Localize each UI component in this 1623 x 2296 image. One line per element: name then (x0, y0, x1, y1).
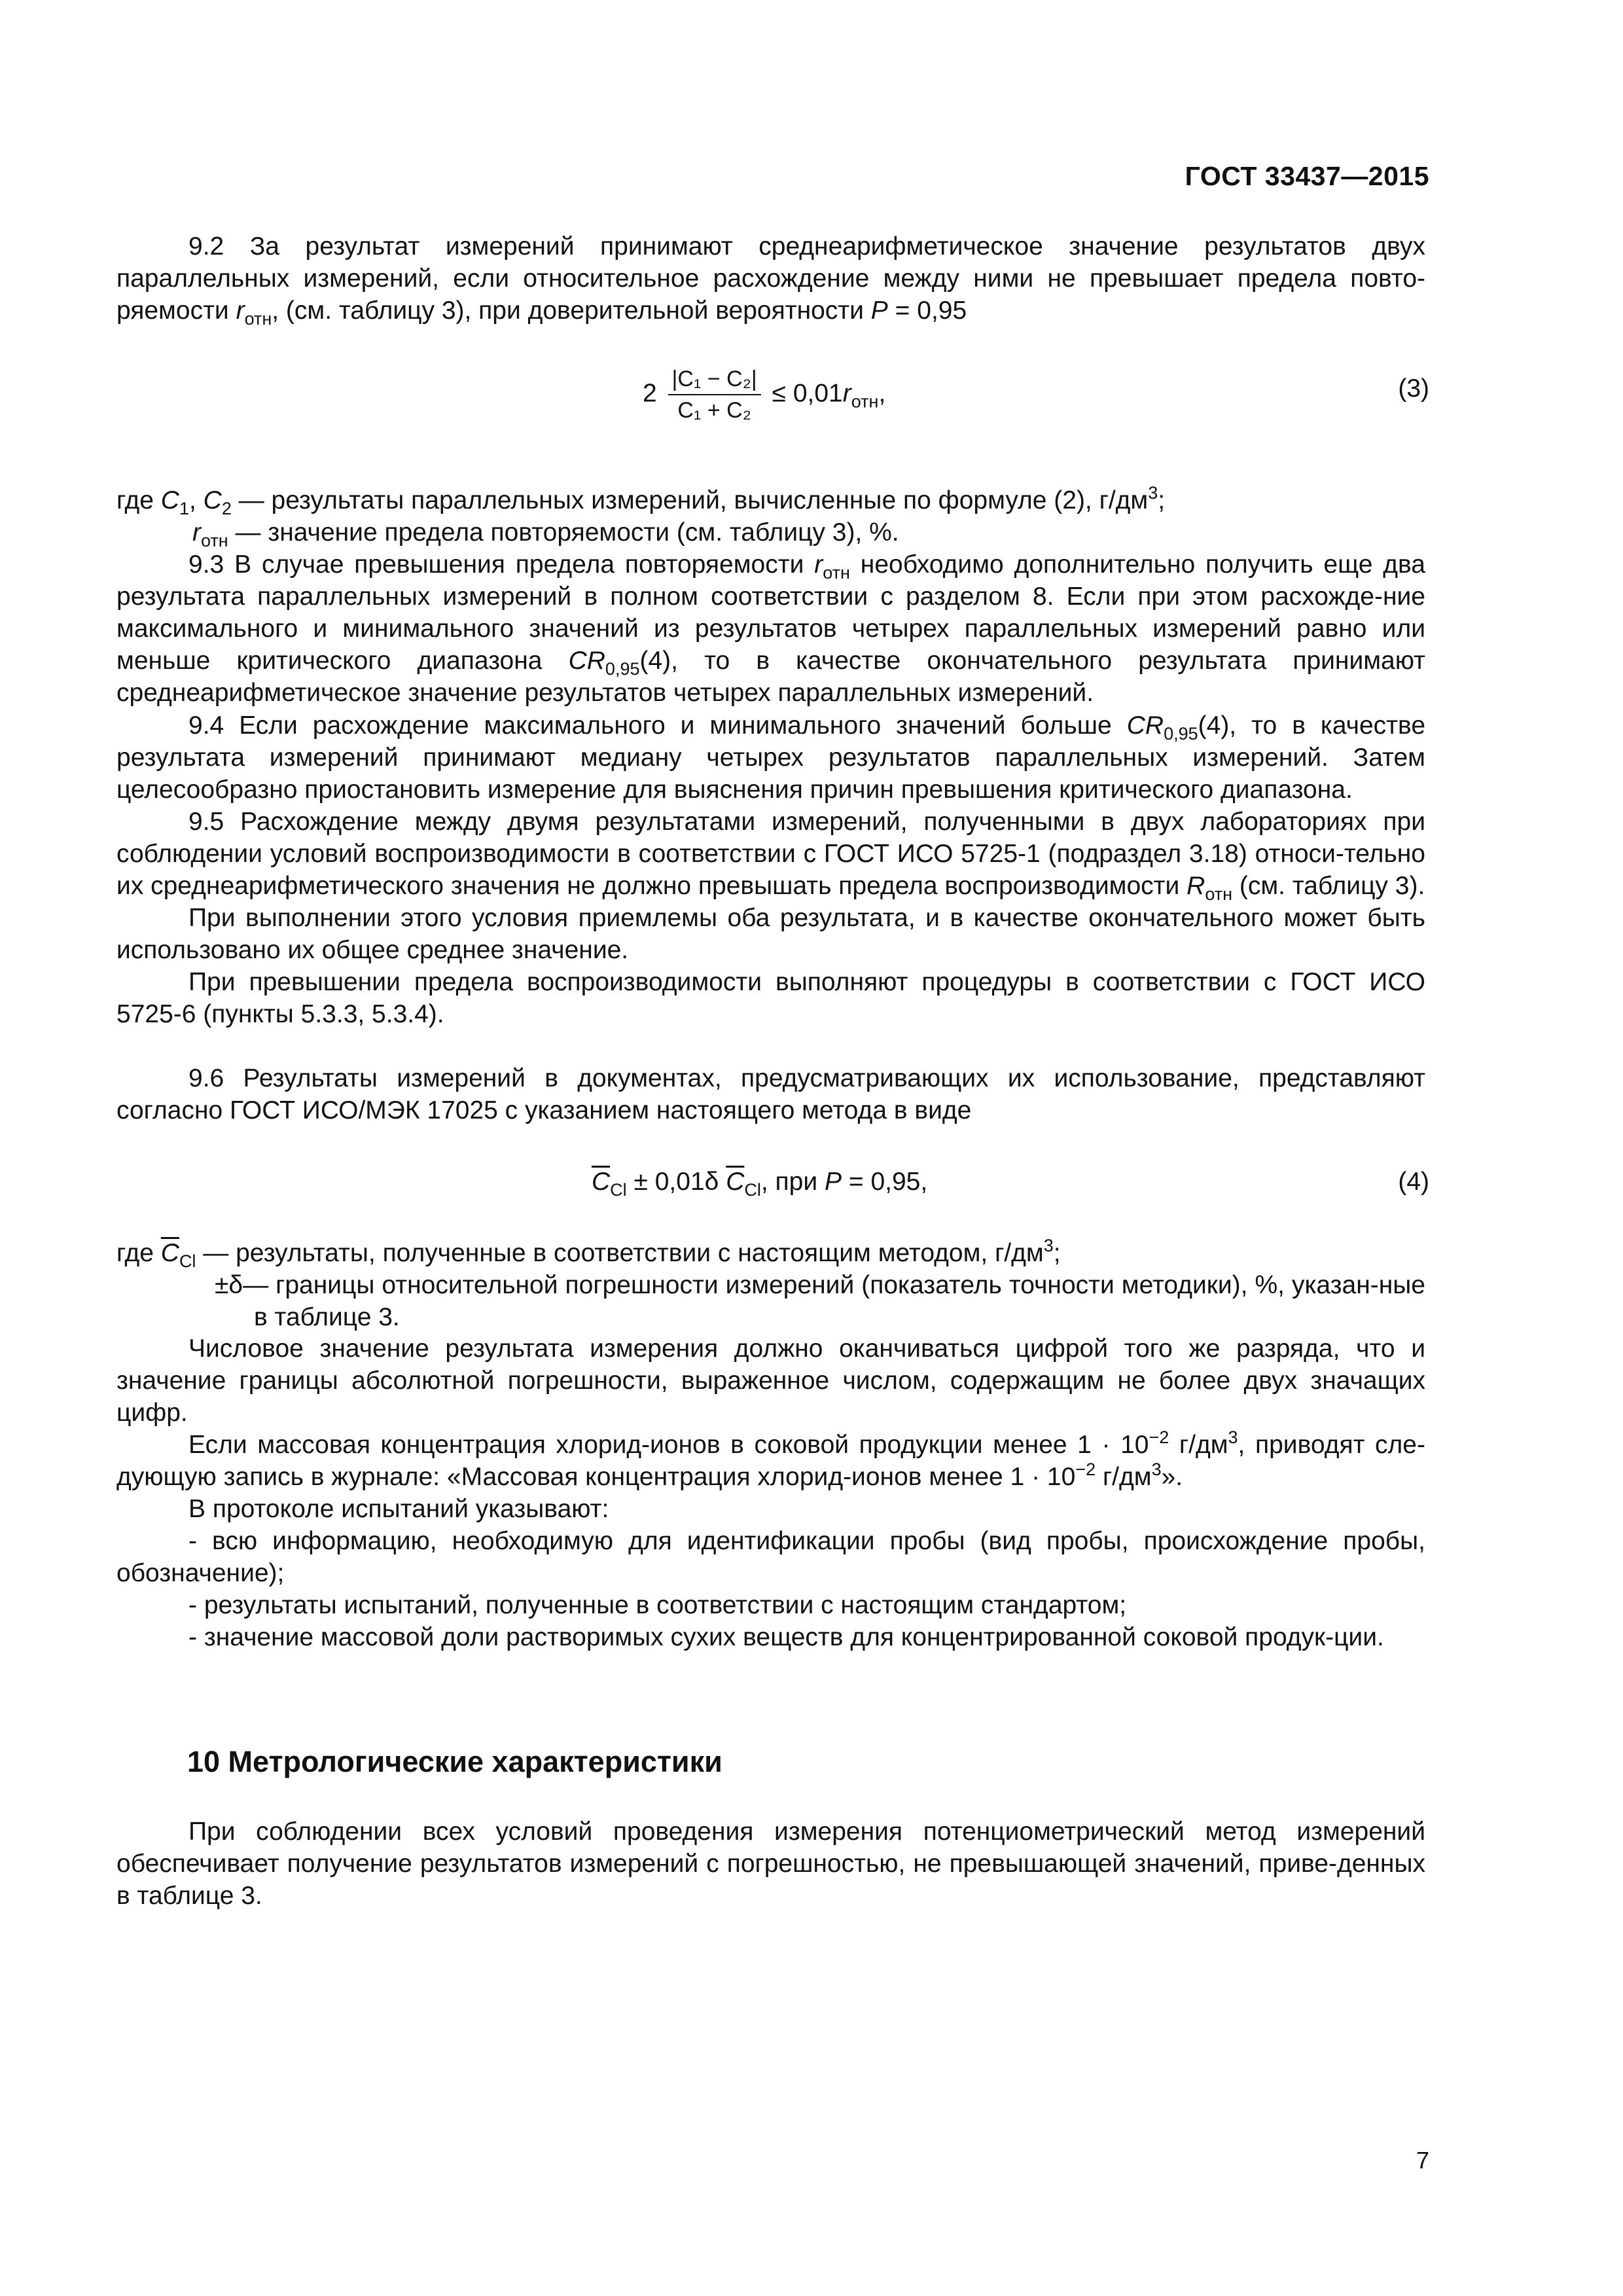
document-id: ГОСТ 33437—2015 (1185, 161, 1429, 191)
section-10-text: При соблюдении всех условий проведения измерения потенциометрический метод измерений обеспечивает получение результатов измерений с погрешностью, не превышающей значений, приве-денных в таблице 3. (116, 1818, 1425, 1910)
legend-r-otn: $r_{отн}$ — значение предела повторяемости (см. таблицу 3), %. (192, 518, 899, 550)
protocol-list-item: - значение массовой доли растворимых сухих веществ для концентрированной соковой продук-ции. (188, 1623, 1384, 1651)
clause-9-5-para-3: При превышении предела воспроизводимости выполняют процедуры в соответствии с ГОСТ ИСО 5725-6 (пункты 5.3.3, 5.3.4). (116, 968, 1425, 1028)
page-number: 7 (1416, 2147, 1429, 2174)
result-rules (116, 1333, 1425, 1653)
rounding-rule: Числовое значение результата измерения должно оканчиваться цифрой того же разряда, что и значение границы абсолютной погрешности, выраженное числом, содержащим не более двух значащих цифр. (116, 1335, 1425, 1427)
protocol-intro: В протоколе испытаний указывают: (188, 1495, 609, 1523)
clause-9-6-text: 9.6 Результаты измерений в документах, предусматривающих их использование, представляют согласно ГОСТ ИСО/МЭК 17025 с указанием настоящего метода в виде (116, 1064, 1425, 1124)
clause-9-2-text: 9.2 За результат измерений принимают среднеарифметическое значение результатов двух параллельных измерений, если относительное расхождение между ними не превышает предела повто-ряемости $r_{отн}$, (см. таблицу 3), при доверительной вероятности P = 0,95 (116, 232, 1425, 329)
clause-9-3-text: 9.3 В случае превышения предела повторяемости $r_{отн}$ необходимо дополнительно получить еще два результата параллельных измерений в полном соответствии с разделом 8. Если при этом расхожде-ние максимального и минимального значений из результатов четырех параллельных измерений равно или меньше критического диапазона $CR_{0,95}(4)$, то в качестве окончательного результата принимают среднеарифметическое значение результатов четырех параллельных измерений. (116, 550, 1425, 707)
low-concentration-rule: Если массовая концентрация хлорид-ионов в соковой продукции менее $1 \cdot 10^{-2}$ $г/дм^3$, приводят сле-дующую запись в журнале: «Массовая концентрация хлорид-ионов менее $1 \cdot 10^{-2}$ $г/дм^3$». (116, 1427, 1425, 1491)
legend-delta: ±δ— границы относительной погрешности измерений (показатель точности методики), %, указан-ные в таблице 3. (215, 1271, 1425, 1331)
clause-9-2 (116, 230, 1425, 327)
clause-9-4-text: 9.4 Если расхождение максимального и минимального значений больше $CR_{0,95}(4)$, то в качестве результата измерений принимают медиану четырех результатов параллельных измерений. Затем целесообразно приостановить измерение для выяснения причин превышения критического диапазона. (116, 711, 1426, 804)
clause-9-6 (116, 1062, 1425, 1126)
equation-3-legend (116, 484, 1425, 548)
equation-4-legend (116, 1237, 1425, 1333)
clause-9-5-text: 9.5 Расхождение между двумя результатами измерений, полученными в двух лабораториях при соблюдении условий воспроизводимости в соответствии с ГОСТ ИСО 5725-1 (подраздел 3.18) относи-тельно их среднеарифметического значения не должно превышать предела воспроизводимости $R_{отн}$ (см. таблицу 3). (116, 808, 1425, 904)
clause-9-4 (116, 709, 1425, 806)
equation-4-number: (4) (1398, 1168, 1429, 1196)
equation-4: $\overline{C}_{Cl} \pm 0,01\delta$ $\overline{C}_{Cl}$, при P = 0,95, (592, 1168, 928, 1200)
section-10-heading: 10 Метрологические характеристики (187, 1745, 722, 1778)
legend-c-cl: где $\overline{C}_{Cl}$ — результаты, полученные в соответствии с настоящим методом, $г/дм^3$; (116, 1236, 1061, 1271)
equation-3-fraction: $\frac{\text{|C₁ − C₂|}}{\text{C₁ + C₂}}$ (668, 365, 761, 424)
protocol-list-item: - результаты испытаний, полученные в соответствии с настоящим стандартом; (188, 1591, 1127, 1619)
clause-9-5-para-2: При выполнении этого условия приемлемы оба результата, и в качестве окончательного может быть использовано их общее среднее значение. (116, 904, 1425, 964)
equation-3-number: (3) (1398, 374, 1429, 403)
clause-9-5 (116, 806, 1425, 1030)
equation-3: 2 $\frac{\text{|C₁ − C₂|}}{\text{C₁ + C₂}}$ ≤ $0,01r_{отн}$, (643, 367, 886, 423)
protocol-list-item: - всю информацию, необходимую для идентификации пробы (вид пробы, происхождение пробы, обозначение); (116, 1527, 1425, 1587)
legend-c1-c2: где $C_1$, $C_2$ — результаты параллельных измерений, вычисленные по формуле (2), $г/дм^3$; (116, 483, 1166, 518)
clause-9-3 (116, 548, 1425, 709)
section-10-body (116, 1816, 1425, 1912)
